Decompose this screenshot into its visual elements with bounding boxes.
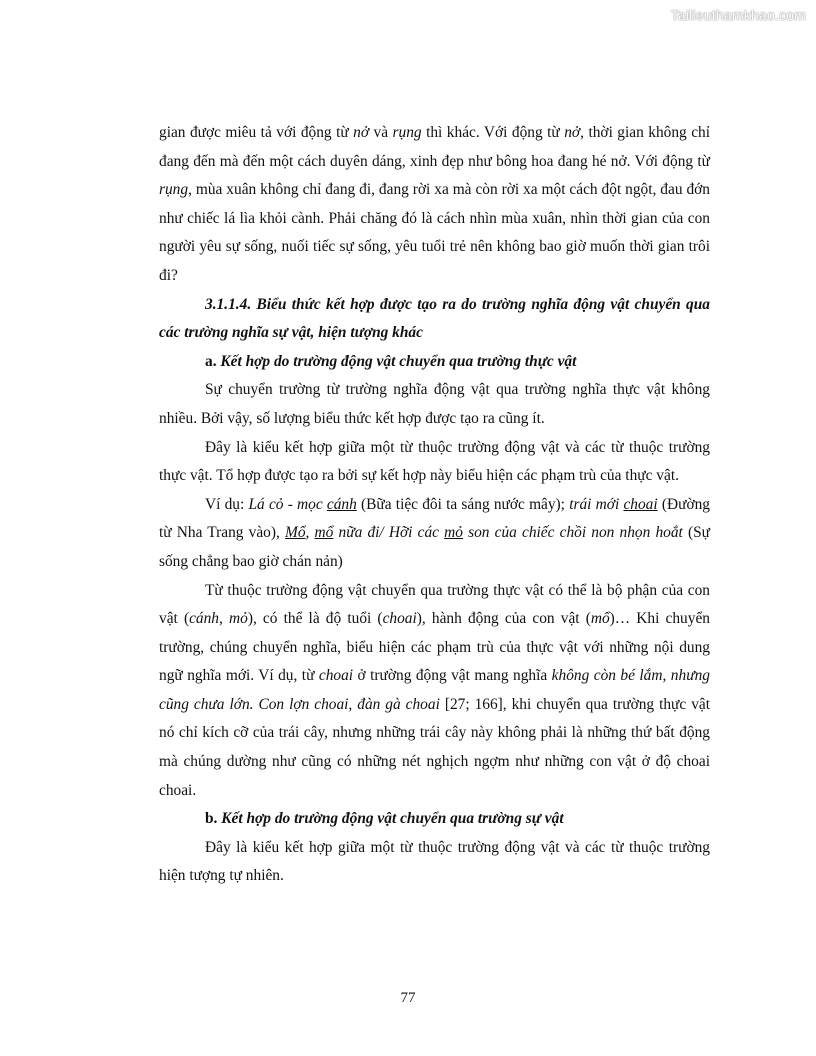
paragraph-2: Sự chuyển trường từ trường nghĩa động vật qua trường nghĩa thực vật không nhiều. Bởi vậy, số lượng biểu thức kết hợp được tạo ra cũng ít. [159,381,710,427]
paragraph-3: Đây là kiểu kết hợp giữa một từ thuộc trường động vật và các từ thuộc trường thực vật. Tổ hợp được tạo ra bởi sự kết hợp này biểu hiện các phạm trù của thực vật. [159,438,710,485]
paragraph-4-examples: Ví dụ: Lá cỏ - mọc cánh (Bữa tiệc đôi ta sáng nước mây); trái mới choai (Đường từ Nha Trang vào), Mổ, mổ nữa đi/ Hỡi các mỏ son của chiếc chồi non nhọn hoắt (Sự sống chẳng bao giờ chán nản) [159,495,710,570]
paragraph-1: gian được miêu tả với động từ nở và rụng thì khác. Với động từ nở, thời gian không chỉ đang đến mà đến một cách duyên dáng, xinh đẹp như bông hoa đang hé nở. Với động từ rụng, mùa xuân không chỉ đang đi, đang rời xa mà còn rời xa một cách đột ngột, đau đớn như chiếc lá lìa khỏi cành. Phải chăng đó là cách nhìn mùa xuân, nhìn thời gian của con người yêu sự sống, nuối tiếc sự sống, yêu tuổi trẻ nên không bao giờ muốn thời gian trôi đi? [159,124,711,284]
page-number: 77 [400,990,416,1006]
section-heading-3-1-1-4: 3.1.1.4. Biểu thức kết hợp được tạo ra do trường nghĩa động vật chuyển qua các trường nghĩa sự vật, hiện tượng khác [159,295,710,342]
paragraph-5: Từ thuộc trường động vật chuyển qua trường thực vật có thể là bộ phận của con vật (cánh, mỏ), có thể là độ tuổi (choai), hành động của con vật (mổ)… Khi chuyển trường, chúng chuyển nghĩa, biểu hiện các phạm trù của thực vật với những nội dung ngữ nghĩa mới. Ví dụ, từ choai ở trường động vật mang nghĩa không còn bé lắm, nhưng cũng chưa lớn. Con lợn choai, đàn gà choai [27; 166], khi chuyển qua trường thực vật nó chỉ kích cỡ của trái cây, nhưng những trái cây này không phải là những thứ bất động mà chúng dường như cũng có những nét nghịch ngợm như những con vật ở độ choai choai. [159,581,710,799]
paragraph-6: Đây là kiểu kết hợp giữa một từ thuộc trường động vật và các từ thuộc trường hiện tượng tự nhiên. [159,838,710,885]
subsection-heading-b: b. Kết hợp do trường động vật chuyển qua trường sự vật [205,810,564,828]
subsection-heading-a: a. Kết hợp do trường động vật chuyển qua trường thực vật [205,352,577,370]
page-content [159,119,710,891]
watermark: Tailieuthamkhao.com [670,7,806,23]
